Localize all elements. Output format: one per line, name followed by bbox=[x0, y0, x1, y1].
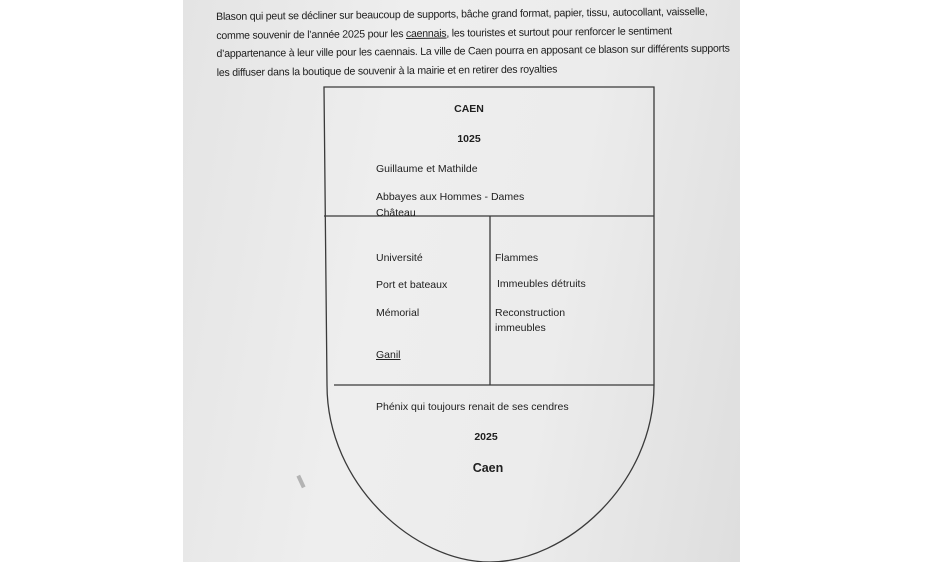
shield-outline bbox=[320, 85, 656, 562]
shield-left-item: Mémorial bbox=[376, 307, 420, 319]
intro-underlined-word: caennais, bbox=[405, 27, 450, 40]
shield-left-item: Ganil bbox=[376, 349, 401, 361]
shield-year-top: 1025 bbox=[457, 133, 481, 145]
document-photo bbox=[183, 0, 740, 562]
shield-left-item: Port et bateaux bbox=[376, 279, 448, 291]
shield-right-item: immeubles bbox=[495, 322, 546, 334]
pencil-mark bbox=[296, 475, 305, 488]
shield-right-item: Flammes bbox=[495, 252, 539, 264]
intro-paragraph bbox=[216, 3, 732, 82]
shield-city: Caen bbox=[472, 461, 504, 475]
shield-phoenix: Phénix qui toujours renait de ses cendres bbox=[376, 401, 569, 413]
shield-abbeys: Abbayes aux Hommes - Dames bbox=[376, 191, 525, 203]
shield-left-item: Université bbox=[376, 252, 423, 264]
shield-year-bottom: 2025 bbox=[474, 431, 498, 443]
shield-title: CAEN bbox=[454, 103, 484, 115]
shield-right-item: Immeubles détruits bbox=[497, 278, 586, 290]
intro-text-part1: Blason qui peut se décliner sur beaucoup de supports, bâche grand format, papier, tissu, autocollant, vaisselle, comme souvenir de l’année 2025 pour les bbox=[216, 5, 708, 42]
shield-castle: Château bbox=[376, 207, 416, 219]
shield-names: Guillaume et Mathilde bbox=[376, 163, 478, 175]
intro-text-part2: les touristes et surtout pour renforcer le sentiment d’appartenance à leur ville pour les caennais. La ville de Caen pourra en apposant ce blason sur différents supports les diffuser dans la boutique de souvenir à la mairie et en retirer des royalties bbox=[216, 24, 730, 79]
shield-right-item: Reconstruction bbox=[495, 307, 566, 319]
